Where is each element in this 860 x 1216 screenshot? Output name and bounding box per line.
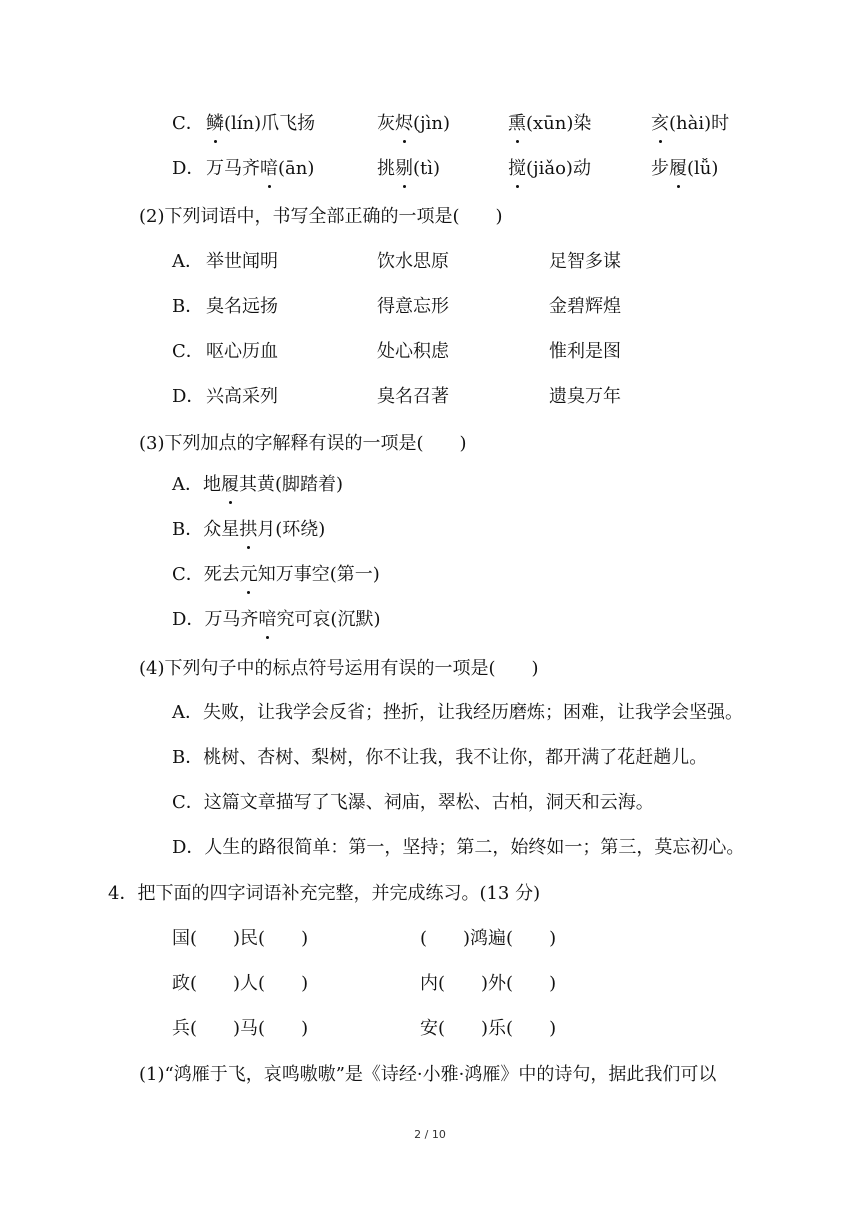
item-text: (xūn)染 [526, 113, 592, 134]
item-text: 万马齐 [206, 158, 260, 179]
option-label: D． [172, 158, 205, 179]
word: 处心积虑 [377, 341, 449, 362]
option-label: B． [172, 296, 204, 317]
dotted-char: 履 [669, 158, 687, 179]
item-text: 灰 [377, 113, 395, 134]
dotted-char: 亥 [651, 113, 669, 134]
item-text: (hài)时 [669, 113, 730, 134]
option-c-item-4 [651, 112, 729, 136]
word: 得意忘形 [377, 296, 449, 317]
q4-stem: 4．把下面的四字词语补充完整，并完成练习。(13 分) [108, 883, 541, 904]
dotted-char: 元 [239, 564, 258, 585]
option-label: D． [172, 609, 205, 630]
item-text: (jìn) [413, 113, 450, 134]
fill-blank-idiom: ( )鸿遍( ) [420, 928, 557, 949]
option-text: 万马齐 [204, 609, 259, 630]
q3-3-stem: (3)下列加点的字解释有误的一项是( ) [139, 433, 467, 454]
word: 举世闻明 [206, 251, 278, 272]
fill-blank-idiom: 内( )外( ) [420, 973, 557, 994]
q3-2-stem: (2)下列词语中，书写全部正确的一项是( ) [139, 206, 503, 227]
fill-blank-idiom: 国( )民( ) [172, 928, 309, 949]
option-d-item-1 [206, 157, 314, 181]
dotted-char: 烬 [395, 113, 413, 134]
fill-blank-idiom: 政( )人( ) [172, 973, 309, 994]
q3-3-option-c [172, 563, 380, 587]
q3-4-option-d: D．人生的路很简单：第一，坚持；第二，始终如一；第三，莫忘初心。 [172, 837, 745, 858]
option-label: B． [172, 519, 204, 540]
option-d-item-2 [377, 157, 440, 181]
item-text: (lǚ) [687, 158, 719, 179]
q3-4-option-a: A．失败，让我学会反省；挫折，让我经历磨炼；困难，让我学会坚强。 [172, 702, 743, 723]
option-text: 其黄(脚踏着) [239, 474, 344, 495]
item-text: (lín)爪飞扬 [224, 113, 316, 134]
option-text: 地 [203, 474, 221, 495]
word: 臭名召著 [377, 386, 449, 407]
dotted-char: 拱 [239, 519, 258, 540]
option-label: A． [172, 251, 203, 272]
option-label: D． [172, 386, 205, 407]
option-text: 知万事空(第一) [257, 564, 380, 585]
option-text: 死去 [203, 564, 240, 585]
q3-3-option-b [172, 518, 325, 542]
option-d-item-4 [651, 157, 718, 181]
option-label: C． [172, 113, 204, 134]
option-text: 究可哀(沉默) [276, 609, 381, 630]
word: 足智多谋 [549, 251, 621, 272]
option-c-item-3 [508, 112, 591, 136]
dotted-char: 搅 [508, 158, 526, 179]
word: 臭名远扬 [206, 296, 278, 317]
q3-3-option-a [172, 473, 343, 497]
option-label: A． [172, 474, 203, 495]
dotted-char: 剔 [395, 158, 413, 179]
q3-4-stem: (4)下列句子中的标点符号运用有误的一项是( ) [139, 658, 539, 679]
option-c-item-1 [206, 112, 315, 136]
fill-blank-idiom: 兵( )马( ) [172, 1018, 309, 1039]
q3-3-option-d [172, 608, 380, 632]
option-d-item-3 [508, 157, 591, 181]
item-text: (ān) [278, 158, 315, 179]
item-text: 步 [651, 158, 669, 179]
dotted-char: 鳞 [206, 113, 224, 134]
word: 金碧辉煌 [549, 296, 621, 317]
dotted-char: 履 [221, 474, 239, 495]
item-text: 挑 [377, 158, 395, 179]
option-c-item-2 [377, 112, 450, 136]
word: 呕心历血 [206, 341, 278, 362]
word: 饮水思原 [377, 251, 449, 272]
page-number: 2 / 10 [414, 1128, 446, 1141]
dotted-char: 喑 [258, 609, 277, 630]
fill-blank-idiom: 安( )乐( ) [420, 1018, 557, 1039]
q4-sub-1: (1)“鸿雁于飞，哀鸣嗷嗷”是《诗经·小雅·鸿雁》中的诗句，据此我们可以 [139, 1064, 717, 1085]
option-text: 月(环绕) [257, 519, 326, 540]
option-text: 众星 [203, 519, 240, 540]
option-label: C． [172, 341, 204, 362]
option-label: C． [172, 564, 204, 585]
item-text: (tì) [413, 158, 441, 179]
dotted-char: 熏 [508, 113, 526, 134]
item-text: (jiǎo)动 [526, 158, 591, 179]
word: 兴高采列 [206, 386, 278, 407]
q3-4-option-b: B．桃树、杏树、梨树，你不让我，我不让你，都开满了花赶趟儿。 [172, 747, 708, 768]
word: 遗臭万年 [549, 386, 621, 407]
dotted-char: 喑 [260, 158, 278, 179]
word: 惟利是图 [549, 341, 621, 362]
q3-4-option-c: C．这篇文章描写了飞瀑、祠庙，翠松、古柏，洞天和云海。 [172, 792, 654, 813]
